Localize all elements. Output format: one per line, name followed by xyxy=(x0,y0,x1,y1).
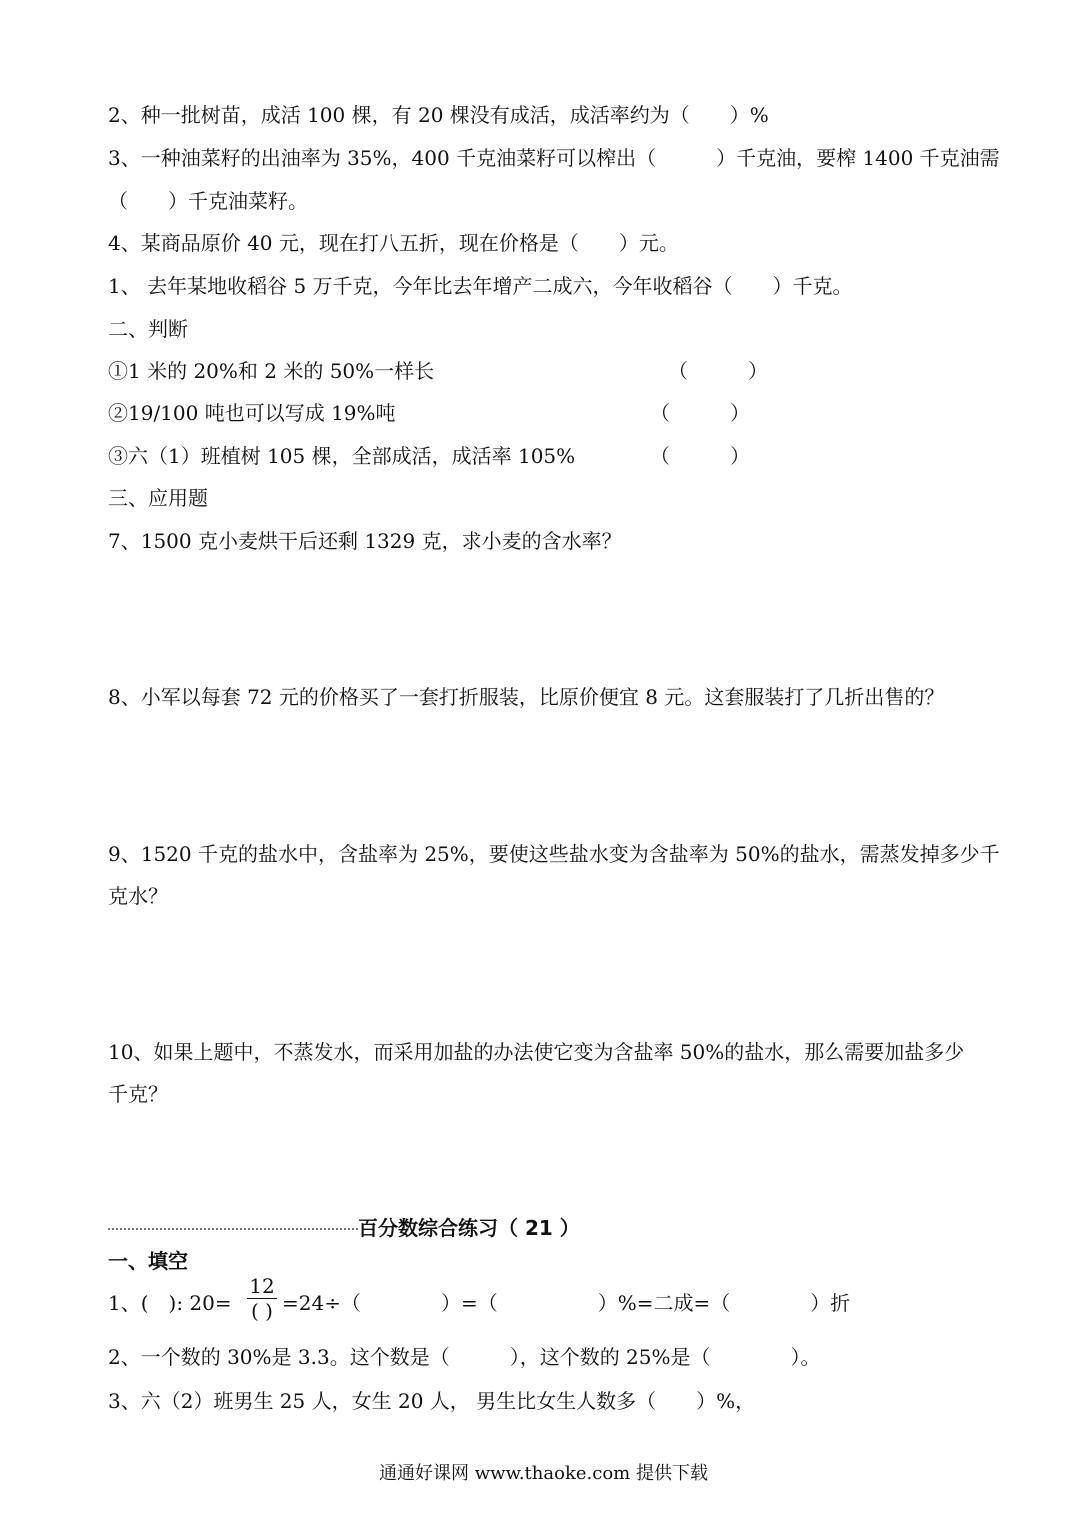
fraction-denominator: ( ) xyxy=(251,1299,273,1323)
word-problem-9-line1: 9、1520 千克的盐水中，含盐率为 25%，要使这些盐水变为含盐率为 50%的盐水，需蒸发掉多少千 xyxy=(108,842,1000,866)
question-3-oil-rate-line2: （ ）千克油菜籽。 xyxy=(108,189,308,213)
judgement-3-answer-blank: （ ） xyxy=(650,444,750,468)
judgement-1-answer-blank: （ ） xyxy=(668,359,768,383)
judgement-1: ①1 米的 20%和 2 米的 50%一样长 xyxy=(108,359,435,383)
word-problem-9-line2: 克水？ xyxy=(108,884,168,908)
fill-3: 3、六（2）班男生 25 人，女生 20 人， 男生比女生人数多（ ）%， xyxy=(108,1389,756,1413)
judgement-3: ③六（1）班植树 105 棵，全部成活，成活率 105% xyxy=(108,444,576,468)
question-4-discount-price: 4、某商品原价 40 元，现在打八五折，现在价格是（ ）元。 xyxy=(108,231,679,255)
fill-1-suffix: =24÷（ ）=（ ）%=二成=（ ）折 xyxy=(282,1291,851,1315)
section-21-title: 百分数综合练习（ 21 ） xyxy=(358,1216,580,1240)
question-1-rice-harvest: 1、 去年某地收稻谷 5 万千克，今年比去年增产二成六，今年收稻谷（ ）千克。 xyxy=(108,274,853,298)
dotted-leader xyxy=(108,1222,358,1230)
fill-1-prefix: 1、( ): 20= xyxy=(108,1291,232,1315)
word-problem-7: 7、1500 克小麦烘干后还剩 1329 克，求小麦的含水率？ xyxy=(108,529,622,553)
footer-credit: 通通好课网 www.thaoke.com 提供下载 xyxy=(379,1463,708,1484)
word-problem-10-line1: 10、如果上题中，不蒸发水，而采用加盐的办法使它变为含盐率 50%的盐水，那么需要加盐多少 xyxy=(108,1040,965,1064)
question-3-oil-rate-line1: 3、一种油菜籽的出油率为 35%，400 千克油菜籽可以榨出（ ）千克油，要榨 1400 千克油需 xyxy=(108,146,1000,170)
section-heading-fill-in: 一、填空 xyxy=(108,1249,188,1273)
question-2-tree-survival: 2、种一批树苗，成活 100 棵，有 20 棵没有成活，成活率约为（ ）% xyxy=(108,103,769,127)
fraction-12-over-blank xyxy=(247,1275,277,1322)
section-heading-word-problems: 三、应用题 xyxy=(108,486,208,510)
fill-2: 2、一个数的 30%是 3.3。这个数是（ ），这个数的 25%是（ ）。 xyxy=(108,1345,821,1369)
word-problem-8: 8、小军以每套 72 元的价格买了一套打折服装，比原价便宜 8 元。这套服装打了几折出售的？ xyxy=(108,685,945,709)
word-problem-10-line2: 千克？ xyxy=(108,1082,168,1106)
section-heading-judgement: 二、判断 xyxy=(108,317,188,341)
fraction-numerator: 12 xyxy=(249,1274,275,1298)
judgement-2: ②19/100 吨也可以写成 19%吨 xyxy=(108,401,396,425)
judgement-2-answer-blank: （ ） xyxy=(650,401,750,425)
